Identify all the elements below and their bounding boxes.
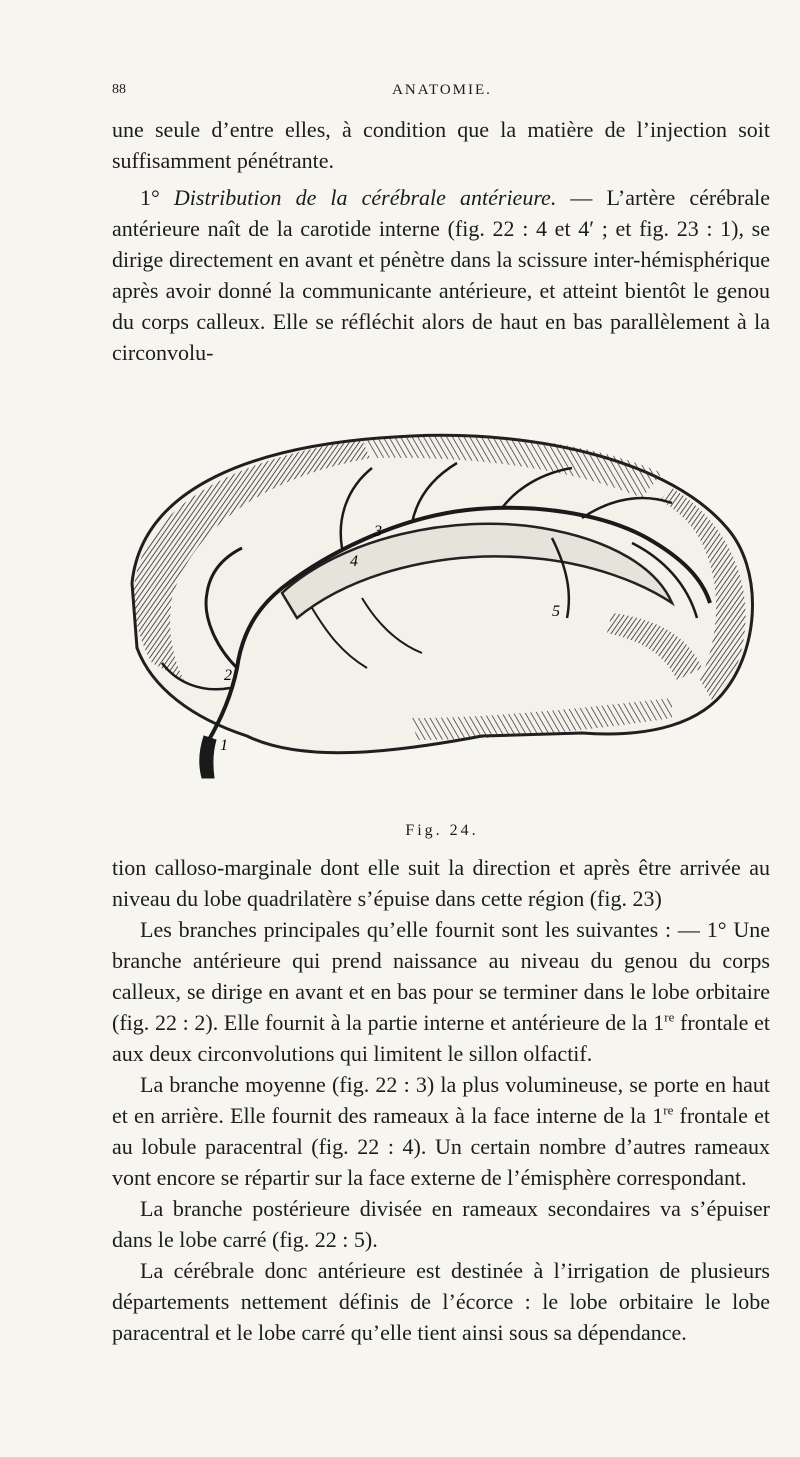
section-1-text: L’artère cérébrale antérieure naît de la carotide interne (fig. 22 : 4 et 4′ ; et fig. 23 : 1), se dirige directement en avant et pénètre dans la scissure inter-hémisphérique après avoir donné la communicante antérieure, et atteint bientôt le genou du corps calleux. Elle se réfléchit alors de haut en bas parallèlement à la circonvolu- [112,185,770,365]
paragraph-conclusion-text: La cérébrale donc antérieure est destinée à l’irrigation de plusieurs départements nettement définis de l’écorce : le lobe orbitaire le lobe paracentral et le lobe carré qu’elle tient ainsi sous sa dépendance. [112,1258,770,1345]
paragraph-middle-sup: re [663,1102,674,1118]
figure-label-5: 5 [552,603,560,620]
paragraph-posterior-branch [112,1193,770,1255]
running-title: ANATOMIE. [392,82,492,98]
page-number: 88 [112,82,126,97]
figure-label-3: 3 [374,523,382,540]
section-1-number: 1° [140,185,160,210]
figure-label-4: 4 [350,553,358,570]
paragraph-middle-branch [112,1069,770,1193]
figure-caption: Fig. 24. [405,822,479,839]
brain-figure [112,418,772,808]
paragraph-posterior-text: La branche postérieure divisée en rameaux secondaires va s’épuiser dans le lobe carré (fig. 22 : 5). [112,1196,770,1252]
paragraph-continuation-text: tion calloso-marginale dont elle suit la direction et après être arrivée au niveau du lobe quadrilatère s’épuise dans cette région (fig. 23) [112,855,770,911]
section-1-paragraph [112,182,770,368]
figure-label-2: 2 [224,667,232,684]
section-1-heading: Distribution de la cérébrale antérieure. [173,185,557,210]
paragraph-branches [112,914,770,1069]
paragraph-conclusion [112,1255,770,1348]
running-head [112,82,772,102]
paragraph-branches-text-b: frontale et aux deux circonvolutions qui limitent le sillon olfactif. [112,1010,770,1066]
figure-label-1: 1 [220,737,228,754]
intro-paragraph [112,114,770,176]
paragraph-middle-text-a: La branche moyenne (fig. 22 : 3) la plus volumineuse, se porte en haut et en arrière. Elle fournit des rameaux à la face interne de la 1 [112,1072,770,1128]
paragraph-branches-text-a: Les branches principales qu’elle fournit sont les suivantes : — 1° Une branche antérieure qui prend naissance au niveau du genou du corps calleux, se dirige en avant et en bas pour se terminer dans le lobe orbitaire (fig. 22 : 2). Elle fournit à la partie interne et antérieure de la 1 [112,917,770,1035]
intro-text: une seule d’entre elles, à condition que la matière de l’injection soit suffisamment pénétrante. [112,117,770,173]
paragraph-branches-sup: re [664,1009,675,1025]
paragraph-continuation [112,852,770,914]
carotid-stump [200,736,216,778]
section-1-dash: — [570,185,593,210]
paragraph-middle-text-b: frontale et au lobule paracentral (fig. 22 : 4). Un certain nombre d’autres rameaux vont encore se répartir sur la face externe de l’émisphère correspondant. [112,1103,770,1190]
